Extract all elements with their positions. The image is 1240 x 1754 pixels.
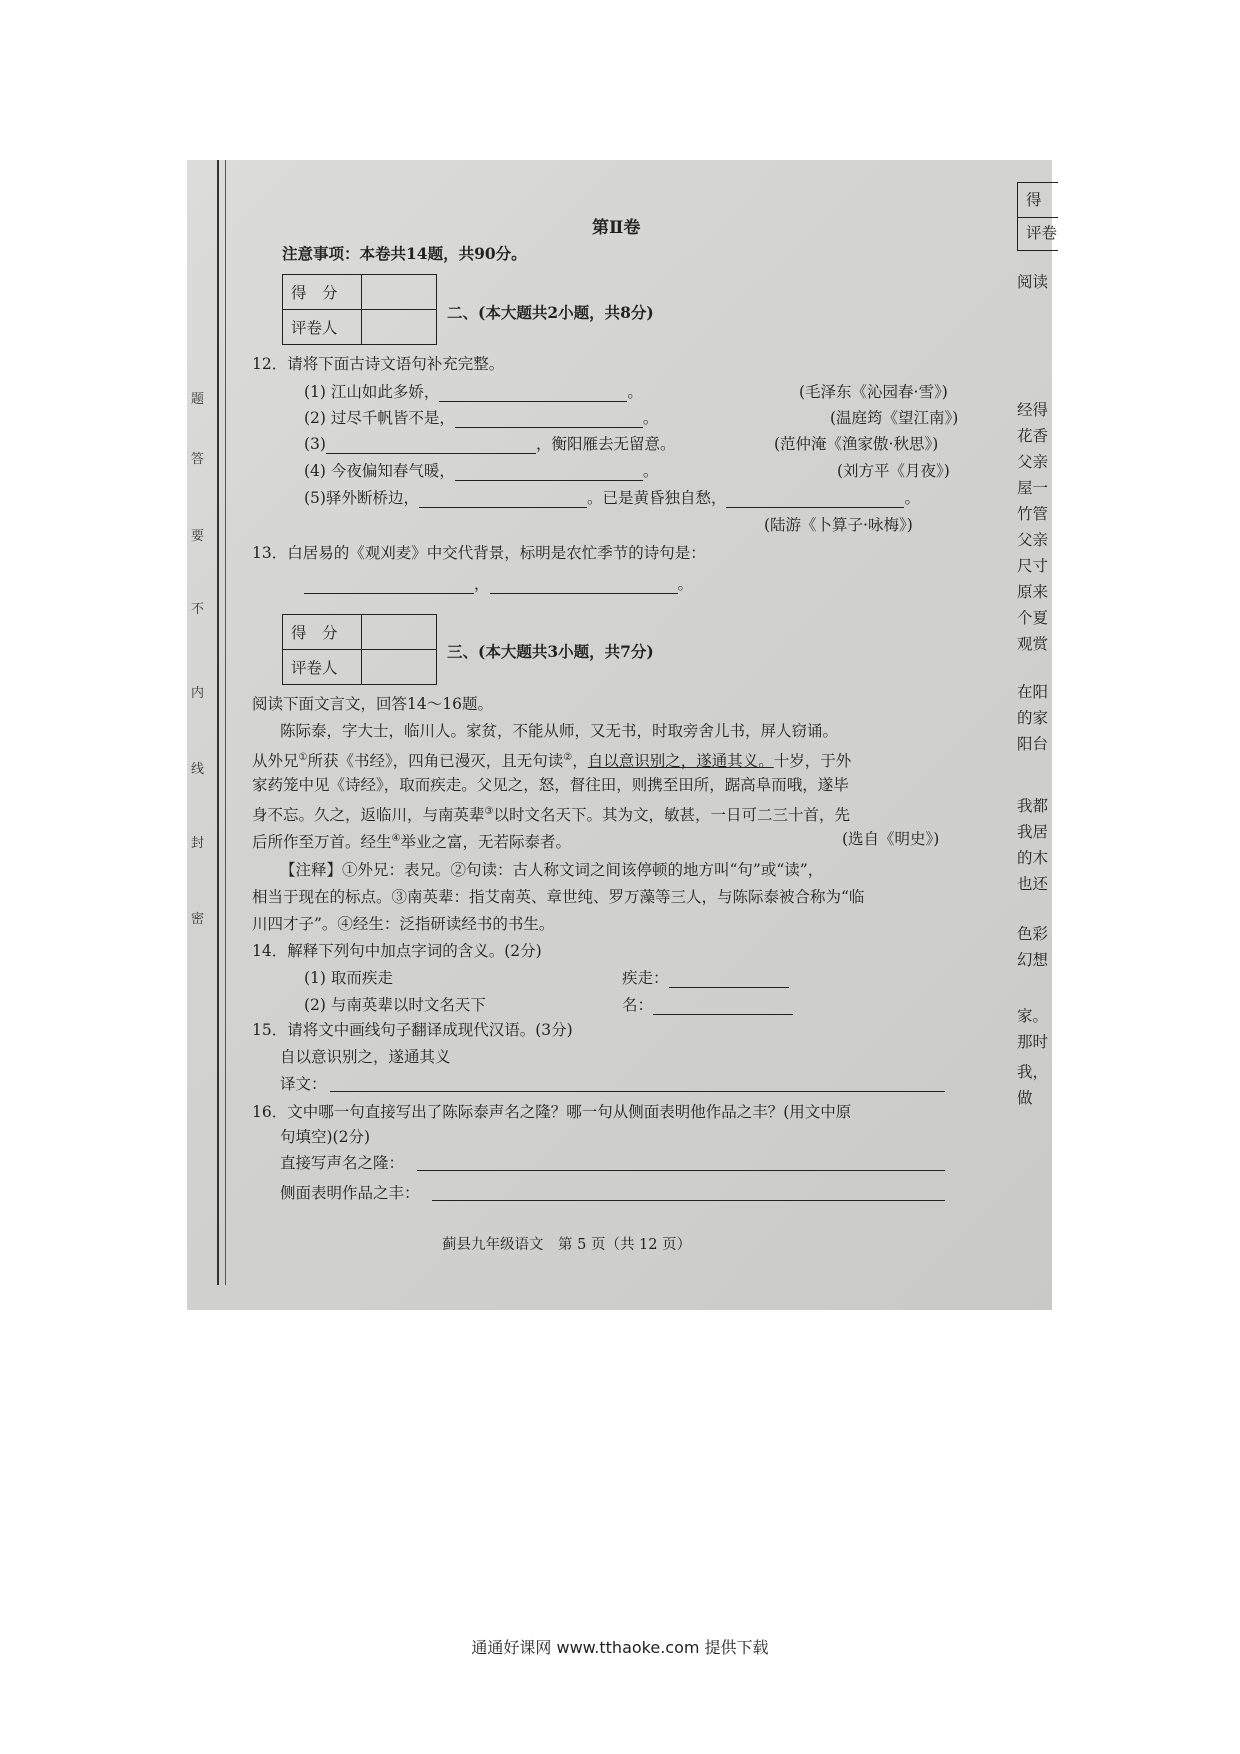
section3-intro: 阅读下面文言文，回答14～16题。 <box>252 695 493 713</box>
neighbor-text: 经得 <box>1017 401 1049 419</box>
neighbor-grader-cell: 评卷 <box>1017 216 1058 251</box>
section2-heading: 二、(本大题共2小题，共8分) <box>447 303 654 322</box>
neighbor-text: 也还 <box>1017 875 1049 893</box>
page-title: 第Ⅱ卷 <box>592 218 641 238</box>
passage-line-5: 后所作至万首。经生④举业之富，无若际泰者。 <box>252 833 571 852</box>
neighbor-text: 屋一 <box>1017 479 1049 497</box>
score-label: 得 分 <box>283 615 362 650</box>
page-footer: 蓟县九年级语文 第 5 页（共 12 页） <box>442 1237 692 1253</box>
score-label: 得 分 <box>283 275 362 310</box>
q14-answer-1: 疾走： <box>622 968 789 988</box>
q12-source-4: (刘方平《月夜》) <box>837 462 950 480</box>
neighbor-text: 那时 <box>1017 1033 1049 1051</box>
passage-line-2: 从外兄①所获《书经》，四角已漫灭，且无句读②，自以意识别之，遂通其义。十岁，于外 <box>252 752 852 771</box>
q15-sentence: 自以意识别之，遂通其义 <box>280 1048 451 1066</box>
binding-char: 答 <box>191 452 205 467</box>
download-footer: 通通好课网 www.tthaoke.com 提供下载 <box>471 1638 769 1657</box>
neighbor-text: 色彩 <box>1017 925 1049 943</box>
q16-answer-line-1[interactable] <box>417 1170 945 1171</box>
answer-blank[interactable] <box>326 437 536 454</box>
neighbor-text: 阅读 <box>1017 273 1049 291</box>
binding-char: 内 <box>191 686 205 701</box>
answer-blank[interactable] <box>439 385 627 402</box>
q12-source-1: (毛泽东《沁园春·雪》) <box>799 383 948 401</box>
q12-stem: 12．请将下面古诗文语句补充完整。 <box>252 355 505 373</box>
neighbor-text: 的家 <box>1017 709 1049 727</box>
q16-answer-line-2[interactable] <box>432 1200 945 1201</box>
scanned-page-photo <box>187 160 1058 1310</box>
q16-stem-2: 句填空)(2分) <box>280 1128 371 1146</box>
neighbor-score-cell: 得 <box>1017 182 1058 218</box>
notice: 注意事项：本卷共14题，共90分。 <box>282 244 527 263</box>
q12-source-2: (温庭筠《望江南》) <box>830 409 959 427</box>
neighbor-text: 家。 <box>1017 1007 1049 1025</box>
score-box-2 <box>282 614 437 685</box>
answer-blank[interactable] <box>455 411 643 428</box>
neighbor-text: 幻想 <box>1017 951 1049 969</box>
grader-cell[interactable] <box>362 650 437 685</box>
binding-line-inner <box>225 160 226 1285</box>
neighbor-text: 尺寸 <box>1017 557 1049 575</box>
passage-line-4: 身不忘。久之，返临川，与南英辈③以时文名天下。其为文，敏甚，一日可二三十首，先 <box>252 806 850 825</box>
q16-stem-1: 16．文中哪一句直接写出了陈际泰声名之隆？哪一句从侧面表明他作品之丰？(用文中原 <box>252 1103 852 1121</box>
answer-blank[interactable] <box>304 577 474 594</box>
exam-page-content <box>252 160 1007 1310</box>
notes-line-1: 【注释】①外兄：表兄。②句读：古人称文词之间该停顿的地方叫“句”或“读”， <box>280 861 824 879</box>
q14-answer-2: 名： <box>622 995 793 1015</box>
neighbor-text: 竹管 <box>1017 505 1049 523</box>
q13-stem: 13．白居易的《观刈麦》中交代背景，标明是农忙季节的诗句是： <box>252 544 706 562</box>
q12-item-3: (3) ，衡阳雁去无留意。 <box>304 435 676 453</box>
neighbor-text: 我， <box>1017 1063 1049 1081</box>
neighbor-text: 花香 <box>1017 427 1049 445</box>
q12-source-3: (范仲淹《渔家傲·秋思》) <box>774 435 939 453</box>
score-cell[interactable] <box>362 275 437 310</box>
neighbor-text: 观赏 <box>1017 635 1049 653</box>
answer-blank[interactable] <box>490 577 678 594</box>
passage-line-1: 陈际泰，字大士，临川人。家贫，不能从师，又无书，时取旁舍儿书，屏人窃诵。 <box>280 722 839 740</box>
section3-heading: 三、(本大题共3小题，共7分) <box>447 642 654 661</box>
notes-line-3: 川四才子”。④经生：泛指研读经书的书生。 <box>252 915 555 933</box>
adjacent-page-edge <box>1007 160 1058 1310</box>
grader-label: 评卷人 <box>283 310 362 345</box>
binding-line <box>217 160 219 1285</box>
answer-blank[interactable] <box>653 998 793 1015</box>
passage-line-3: 家药笼中见《诗经》，取而疾走。父见之，怒，督往田，则携至田所，踞高阜而哦，遂毕 <box>252 776 849 794</box>
q15-answer-line[interactable] <box>330 1091 945 1092</box>
q12-item-2: (2) 过尽千帆皆不是， 。 <box>304 409 659 427</box>
answer-blank[interactable] <box>726 491 904 508</box>
q14-item-2: (2) 与南英辈以时文名天下 <box>304 996 486 1014</box>
binding-char: 题 <box>191 392 205 407</box>
neighbor-text: 阳台 <box>1017 735 1049 753</box>
grader-cell[interactable] <box>362 310 437 345</box>
score-box <box>282 274 437 345</box>
binding-char: 密 <box>191 912 205 927</box>
binding-char: 要 <box>191 529 205 544</box>
q15-label: 译文： <box>280 1075 327 1093</box>
q15-stem: 15．请将文中画线句子翻译成现代汉语。(3分) <box>252 1021 573 1039</box>
q14-item-1: (1) 取而疾走 <box>304 969 393 987</box>
neighbor-text: 的木 <box>1017 849 1049 867</box>
grader-label: 评卷人 <box>283 650 362 685</box>
q16-label-2: 侧面表明作品之丰： <box>280 1184 420 1202</box>
answer-blank[interactable] <box>669 971 789 988</box>
q12-item-5: (5)驿外断桥边， 。已是黄昏独自愁， 。 <box>304 489 920 507</box>
neighbor-text: 个夏 <box>1017 609 1049 627</box>
score-cell[interactable] <box>362 615 437 650</box>
underlined-sentence: 自以意识别之，遂通其义。 <box>587 752 774 771</box>
binding-char: 不 <box>191 602 205 617</box>
notes-line-2: 相当于现在的标点。③南英辈：指艾南英、章世纯、罗万藻等三人，与陈际泰被合称为“临 <box>252 888 865 906</box>
passage-source: (选自《明史》) <box>842 830 940 848</box>
q12-item-4: (4) 今夜偏知春气暖， 。 <box>304 462 659 480</box>
q14-stem: 14．解释下列句中加点字词的含义。(2分) <box>252 942 542 960</box>
neighbor-text: 原来 <box>1017 583 1049 601</box>
neighbor-text: 父亲 <box>1017 453 1049 471</box>
neighbor-text: 在阳 <box>1017 683 1049 701</box>
answer-blank[interactable] <box>455 464 643 481</box>
neighbor-text: 我都 <box>1017 797 1049 815</box>
neighbor-text: 做 <box>1017 1089 1033 1107</box>
answer-blank[interactable] <box>419 491 587 508</box>
q12-item-1: (1) 江山如此多娇， 。 <box>304 383 643 401</box>
q12-source-5: (陆游《卜算子·咏梅》) <box>764 516 913 534</box>
binding-char: 封 <box>191 836 205 851</box>
q16-label-1: 直接写声名之隆： <box>280 1154 405 1172</box>
q13-answer: ， 。 <box>304 574 693 594</box>
binding-char: 线 <box>191 762 205 777</box>
neighbor-text: 父亲 <box>1017 531 1049 549</box>
neighbor-text: 我居 <box>1017 823 1049 841</box>
